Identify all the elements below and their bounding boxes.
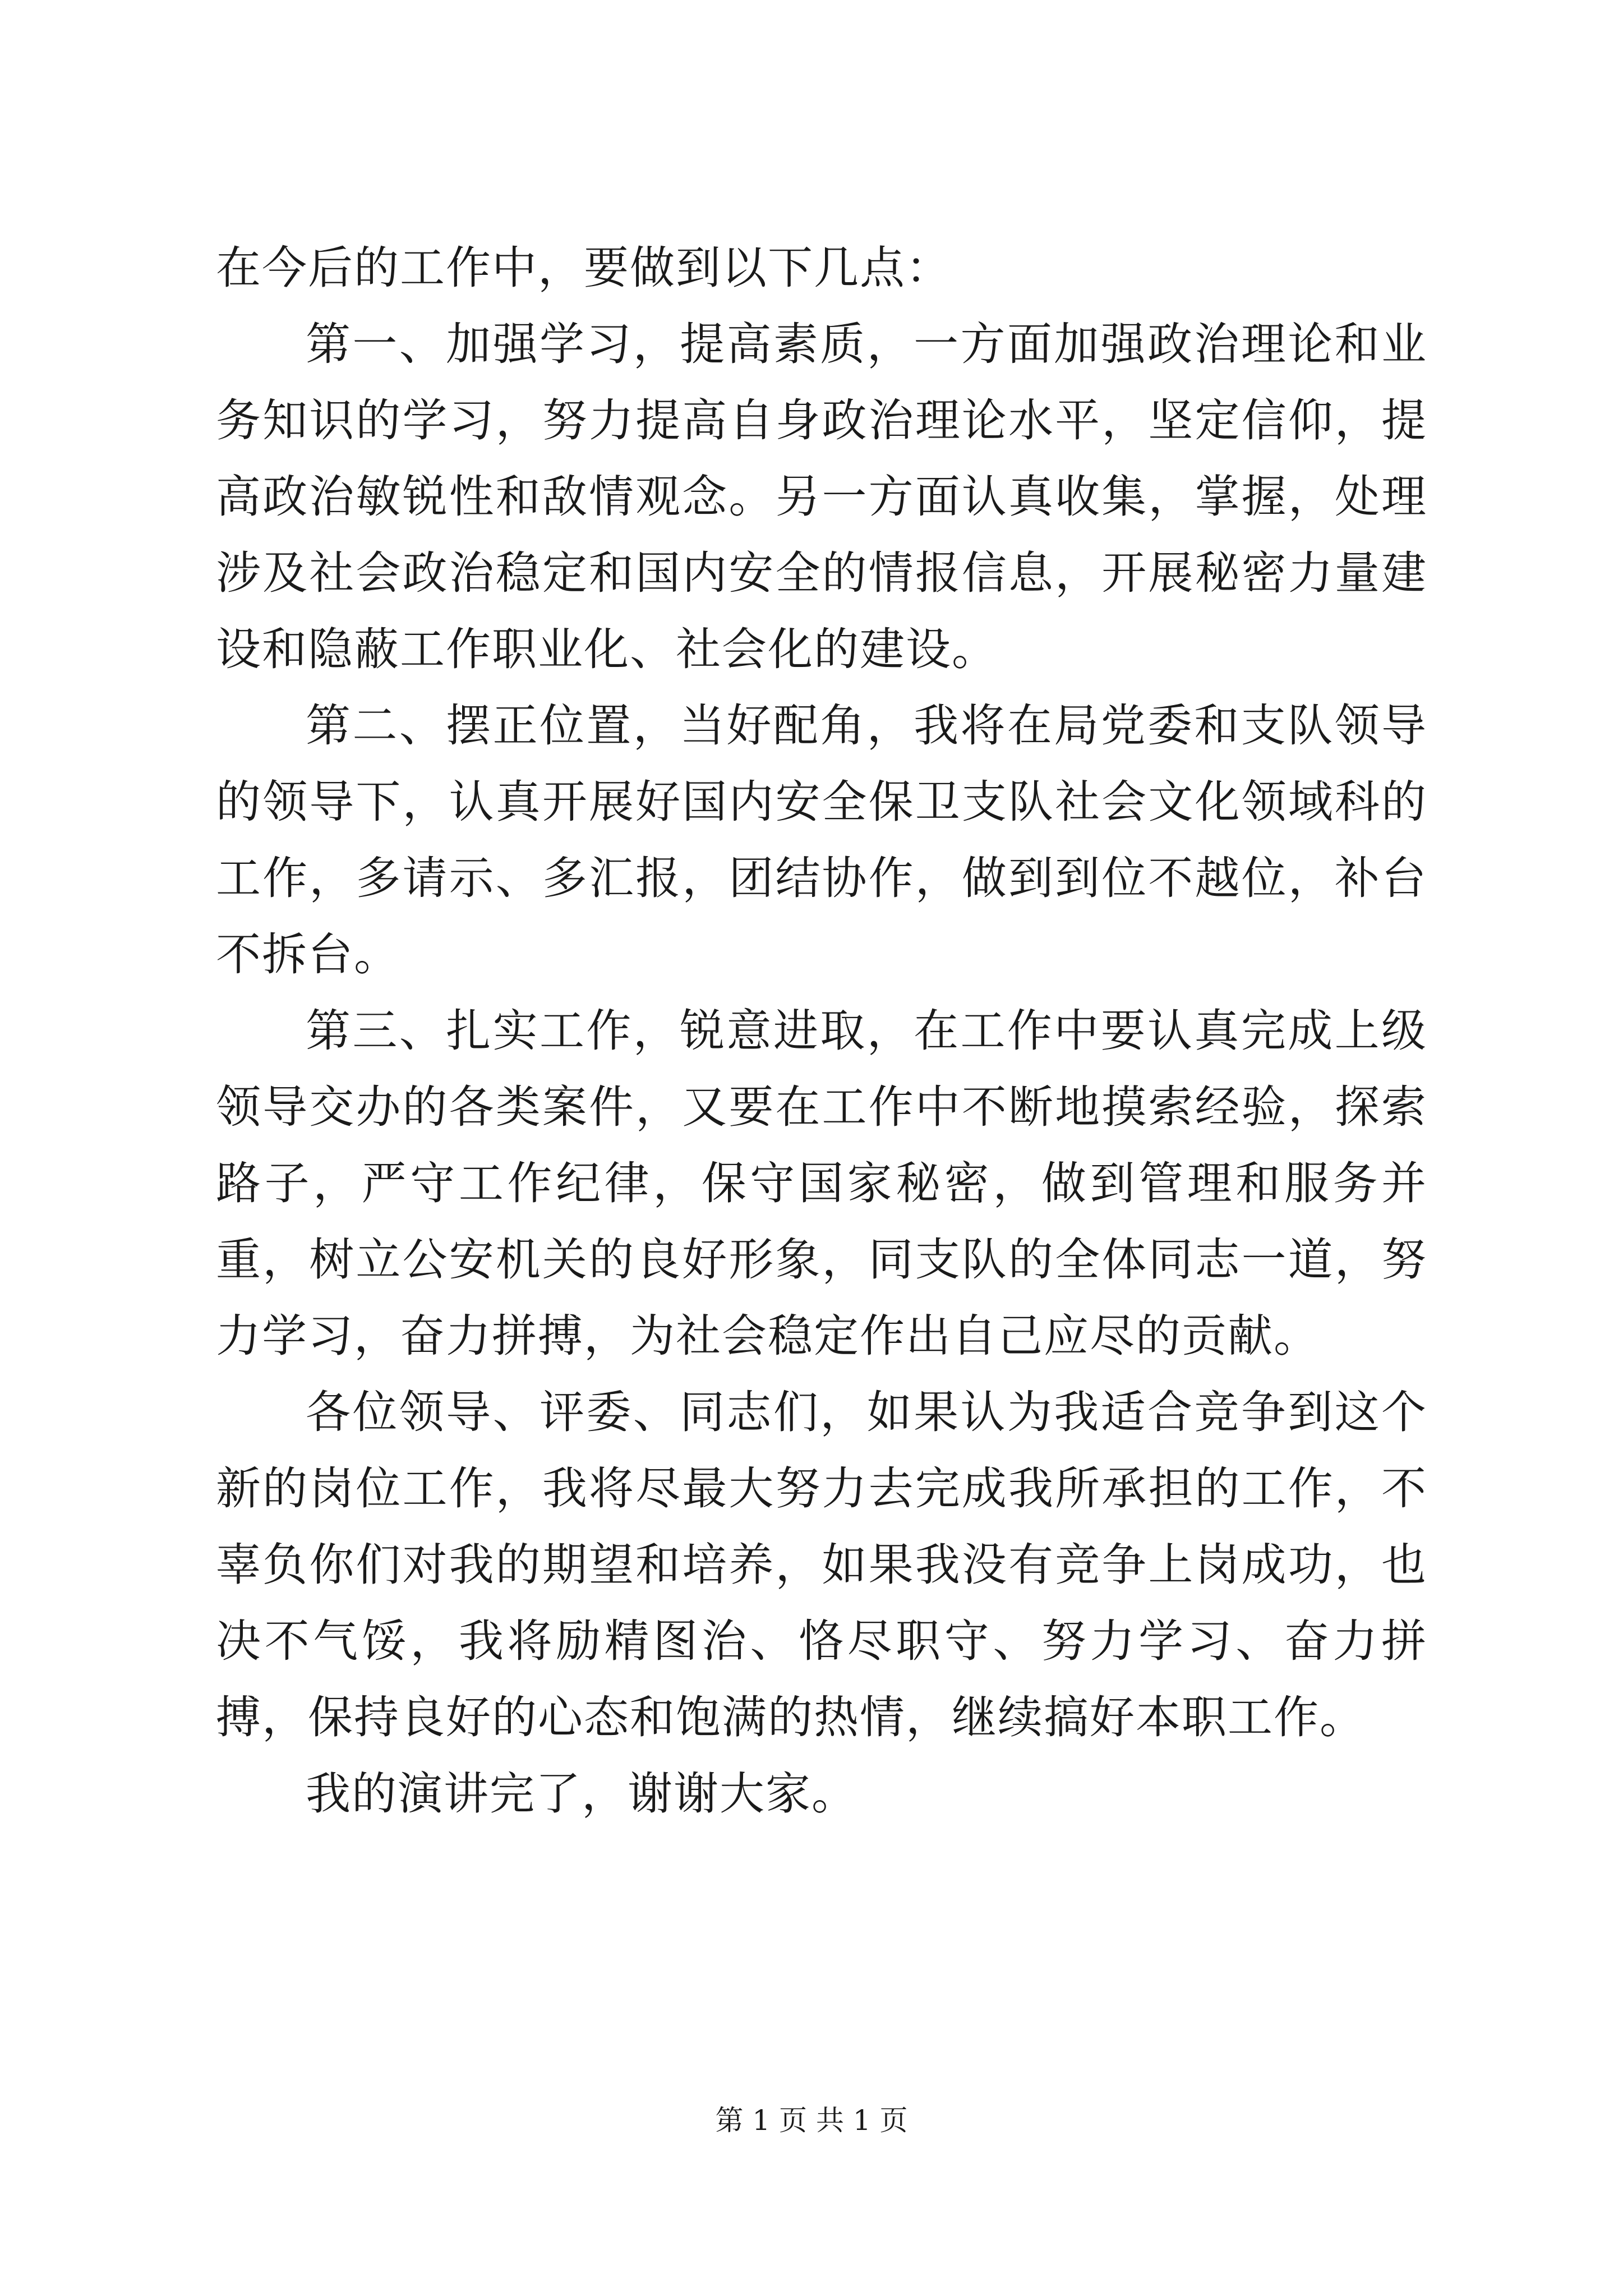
paragraph-point-two: 第二、摆正位置，当好配角，我将在局党委和支队领导的领导下，认真开展好国内安全保卫支队社会文化领域科的工作，多请示、多汇报，团结协作，做到到位不越位，补台不拆台。: [216, 700, 1427, 981]
paragraph-closing: 我的演讲完了，谢谢大家。: [306, 1768, 857, 1820]
paragraph-point-one: 第一、加强学习，提高素质，一方面加强政治理论和业务知识的学习，努力提高自身政治理论水平，坚定信仰，提高政治敏锐性和敌情观念。另一方面认真收集，掌握，处理涉及社会政治稳定和国内安全的情报信息，开展秘密力量建设和隐蔽工作职业化、社会化的建设。: [216, 318, 1427, 675]
paragraph-appeal: 各位领导、评委、同志们，如果认为我适合竞争到这个新的岗位工作，我将尽最大努力去完成我所承担的工作，不辜负你们对我的期望和培养，如果我没有竞争上岗成功，也决不气馁，我将励精图治、恪尽职守、努力学习、奋力拼搏，保持良好的心态和饱满的热情，继续搞好本职工作。: [216, 1386, 1427, 1743]
paragraph-intro: 在今后的工作中，要做到以下几点：: [216, 242, 952, 294]
document-body: [216, 230, 1427, 1832]
paragraph-point-three: 第三、扎实工作，锐意进取，在工作中要认真完成上级领导交办的各类案件，又要在工作中不断地摸索经验，探索路子，严守工作纪律，保守国家秘密，做到管理和服务并重，树立公安机关的良好形象，同支队的全体同志一道，努力学习，奋力拼搏，为社会稳定作出自己应尽的贡献。: [216, 1005, 1427, 1362]
page-footer: 第 1 页 共 1 页: [715, 2104, 908, 2137]
